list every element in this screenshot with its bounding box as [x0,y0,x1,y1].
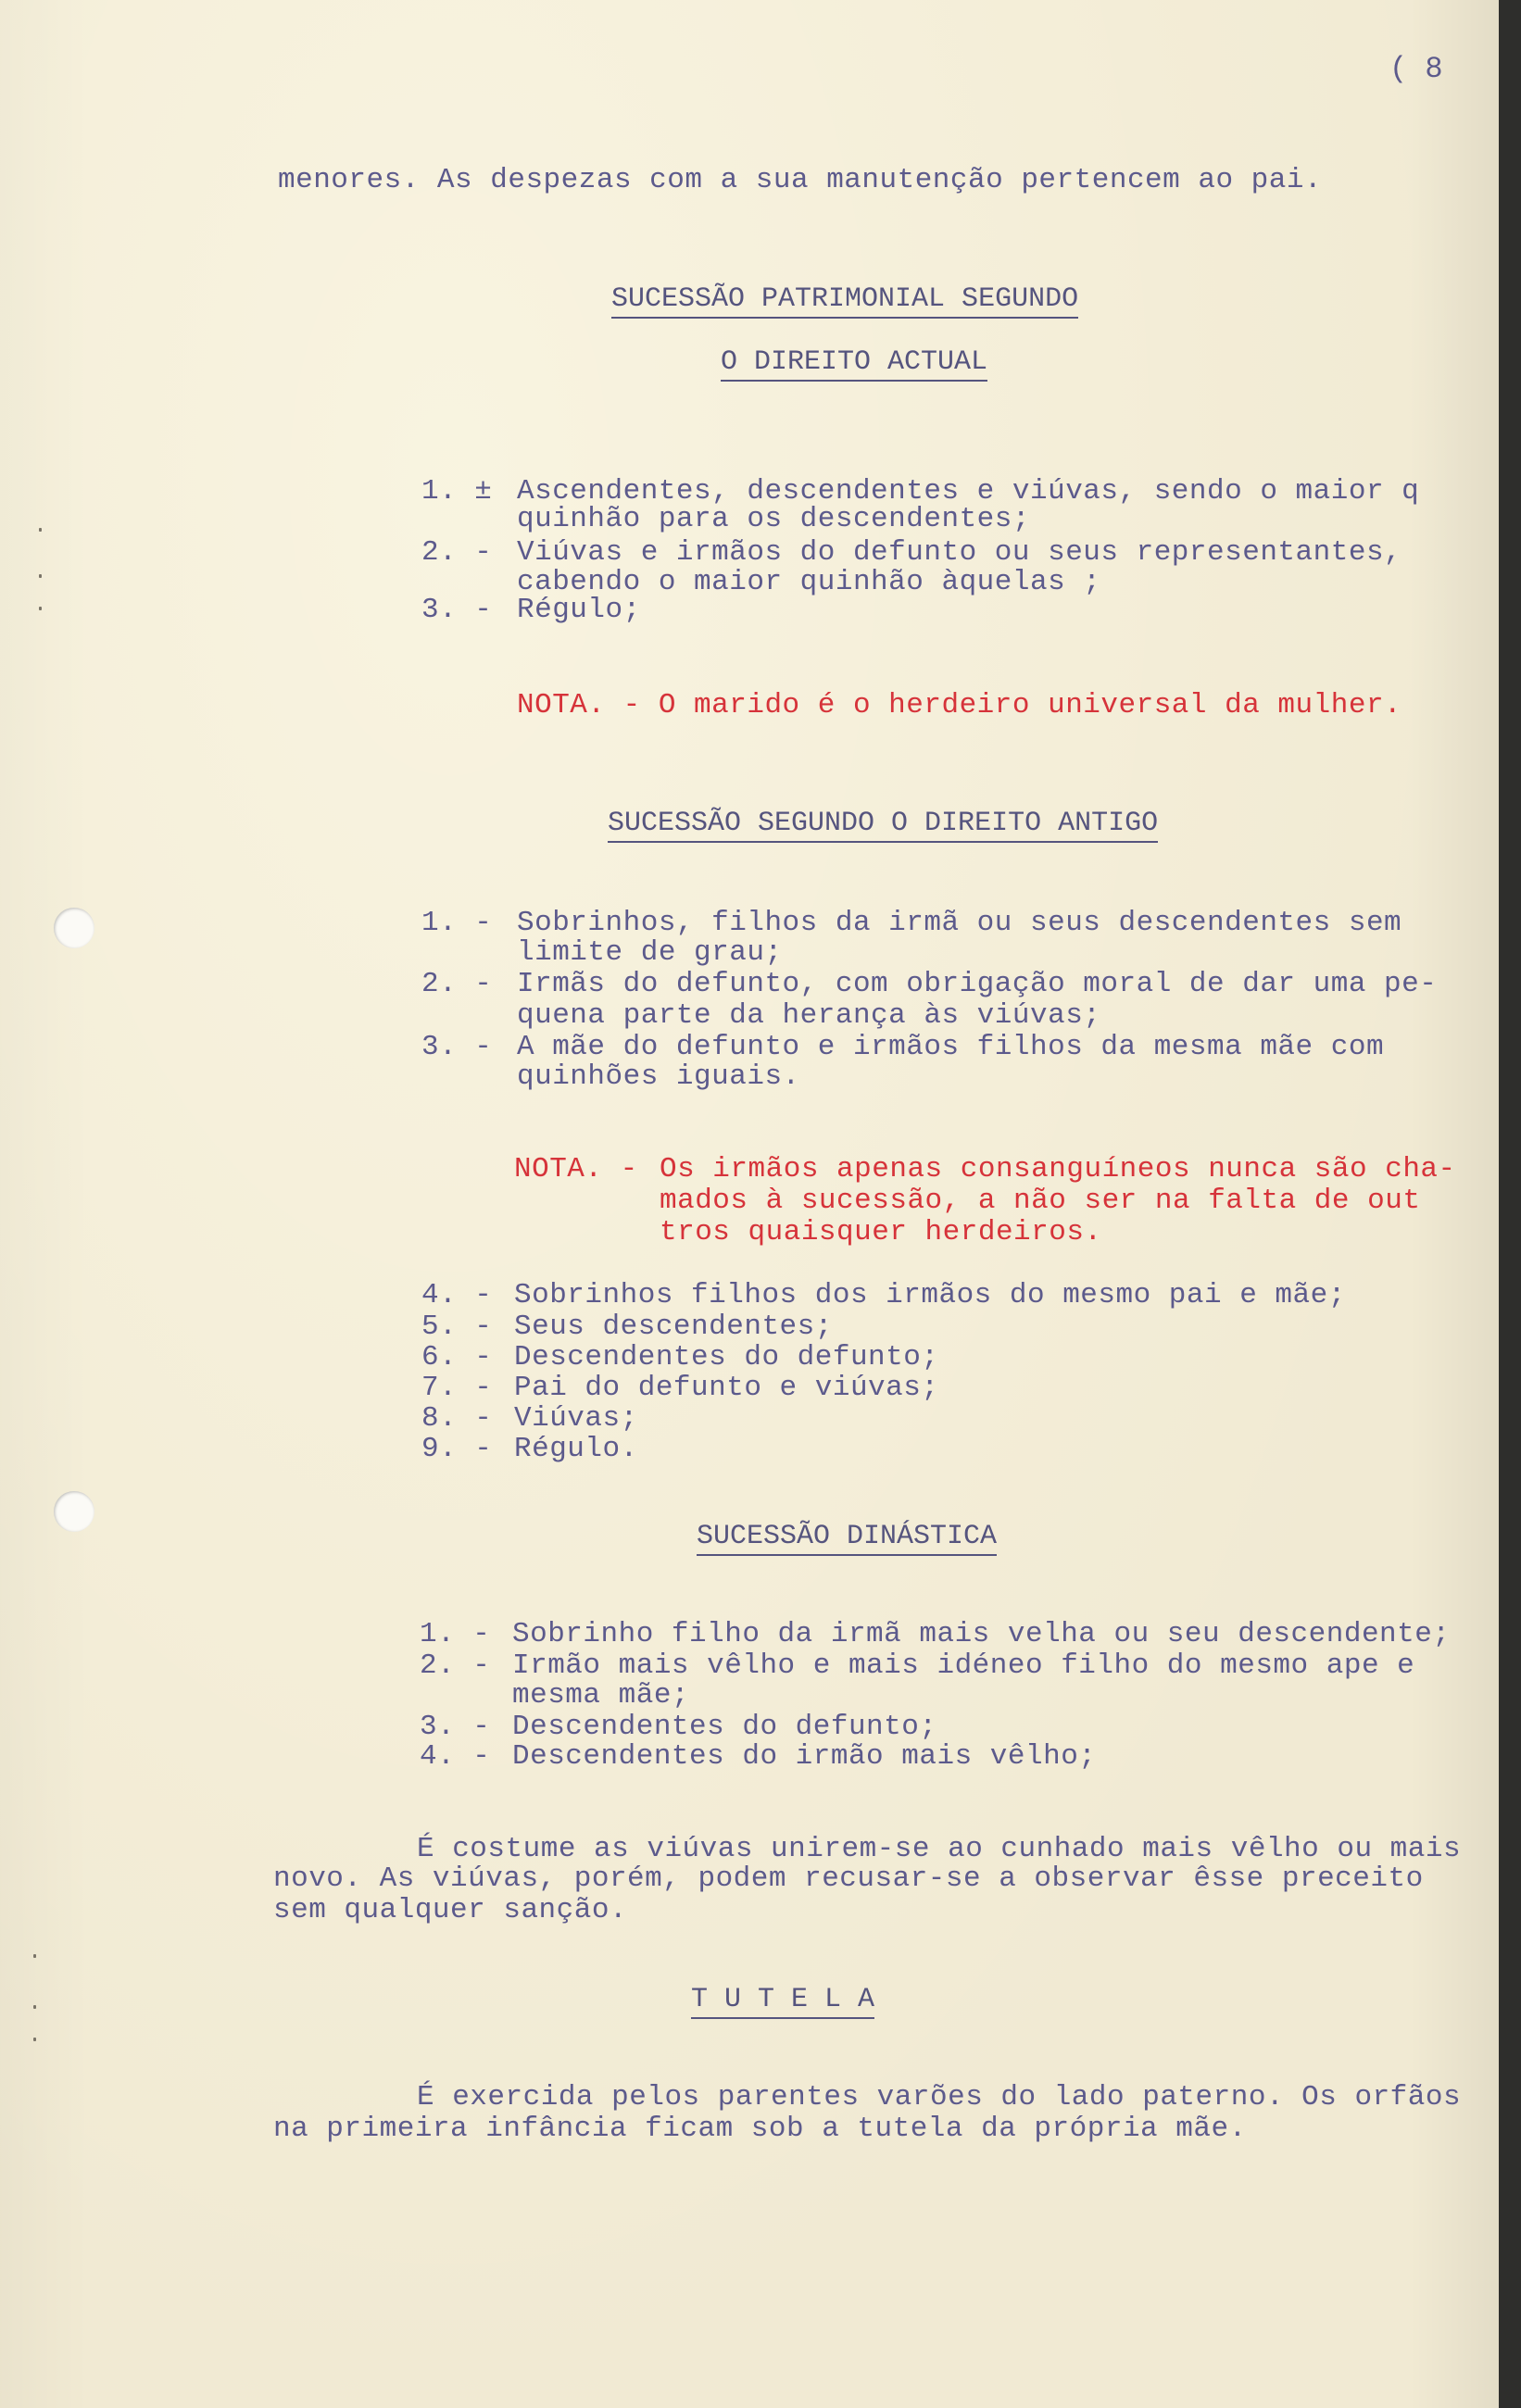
scan-background-edge [1499,0,1521,2408]
margin-mark [33,2005,36,2009]
list-item-text: Pai do defunto e viúvas; [514,1372,939,1404]
list-item-text: quena parte da herança às viúvas; [517,999,1101,1032]
list-number: 9. - [421,1433,493,1465]
margin-mark [39,528,42,532]
list-number: 4. - [420,1740,491,1773]
list-number: 8. - [421,1402,493,1435]
list-item-text: Irmãs do defunto, com obrigação moral de dar uma pe- [517,968,1438,1000]
margin-mark [39,607,42,610]
list-item-text: cabendo o maior quinhão àquelas ; [517,566,1101,598]
note-text: mados à sucessão, a não ser na falta de out [660,1185,1421,1217]
punch-hole [54,1491,94,1532]
note-label: NOTA. - [514,1153,638,1185]
list-item-text: Descendentes do irmão mais vêlho; [512,1740,1097,1773]
list-number: 1. - [421,907,493,939]
note-marido: NOTA. - O marido é o herdeiro universal da mulher. [517,689,1402,721]
page-number: ( 8 [1389,52,1443,86]
section-title-tutela: T U T E L A [691,1984,874,2019]
note-text: Os irmãos apenas consanguíneos nunca são cha- [660,1153,1456,1185]
list-item-text: Descendentes do defunto; [514,1341,939,1373]
list-item-text: limite de grau; [517,936,783,969]
list-item-text: Viúvas; [514,1402,638,1435]
section-subtitle-actual: O DIREITO ACTUAL [721,346,987,382]
list-item-text: quinhão para os descendentes; [517,503,1030,535]
paragraph-line: sem qualquer sanção. [273,1894,628,1926]
list-item-text: Descendentes do defunto; [512,1711,937,1743]
list-number: 3. - [421,594,493,626]
list-number: 3. - [420,1711,491,1743]
list-item-text: Seus descendentes; [514,1311,833,1343]
list-number: 2. - [421,536,493,569]
list-item-text: Régulo. [514,1433,638,1465]
section-title-patrimonial: SUCESSÃO PATRIMONIAL SEGUNDO [611,283,1078,319]
list-item-text: Irmão mais vêlho e mais idéneo filho do mesmo ape e [512,1649,1415,1682]
list-number: 5. - [421,1311,493,1343]
list-number: 3. - [421,1031,493,1063]
list-number: 1. ± [421,475,493,508]
list-item-text: quinhões iguais. [517,1060,800,1093]
list-item-text: mesma mãe; [512,1679,690,1712]
paragraph-line: na primeira infância ficam sob a tutela da própria mãe. [273,2113,1247,2145]
note-text: tros quaisquer herdeiros. [660,1216,1102,1248]
list-number: 4. - [421,1279,493,1311]
list-item-text: A mãe do defunto e irmãos filhos da mesma mãe com [517,1031,1385,1063]
list-number: 2. - [420,1649,491,1682]
list-item-text: Ascendentes, descendentes e viúvas, sendo o maior q [517,475,1420,508]
paragraph-line: novo. As viúvas, porém, podem recusar-se a observar êsse preceito [273,1862,1424,1895]
margin-mark [33,1954,36,1958]
intro-line: menores. As despezas com a sua manutenção pertencem ao pai. [278,164,1323,196]
list-item-text: Sobrinhos, filhos da irmã ou seus descendentes sem [517,907,1402,939]
margin-mark [39,574,42,578]
paragraph-line: É exercida pelos parentes varões do lado paterno. Os orfãos [417,2081,1462,2113]
list-number: 6. - [421,1341,493,1373]
list-number: 1. - [420,1618,491,1650]
list-item-text: Viúvas e irmãos do defunto ou seus representantes, [517,536,1402,569]
margin-mark [33,2038,36,2041]
list-item-text: Régulo; [517,594,641,626]
list-number: 7. - [421,1372,493,1404]
list-item-text: Sobrinhos filhos dos irmãos do mesmo pai e mãe; [514,1279,1346,1311]
list-number: 2. - [421,968,493,1000]
paragraph-line: É costume as viúvas unirem-se ao cunhado mais vêlho ou mais [417,1833,1462,1865]
list-item-text: Sobrinho filho da irmã mais velha ou seu descendente; [512,1618,1451,1650]
punch-hole [54,908,94,948]
section-title-direito-antigo: SUCESSÃO SEGUNDO O DIREITO ANTIGO [608,808,1158,843]
section-title-dinastica: SUCESSÃO DINÁSTICA [697,1521,997,1556]
